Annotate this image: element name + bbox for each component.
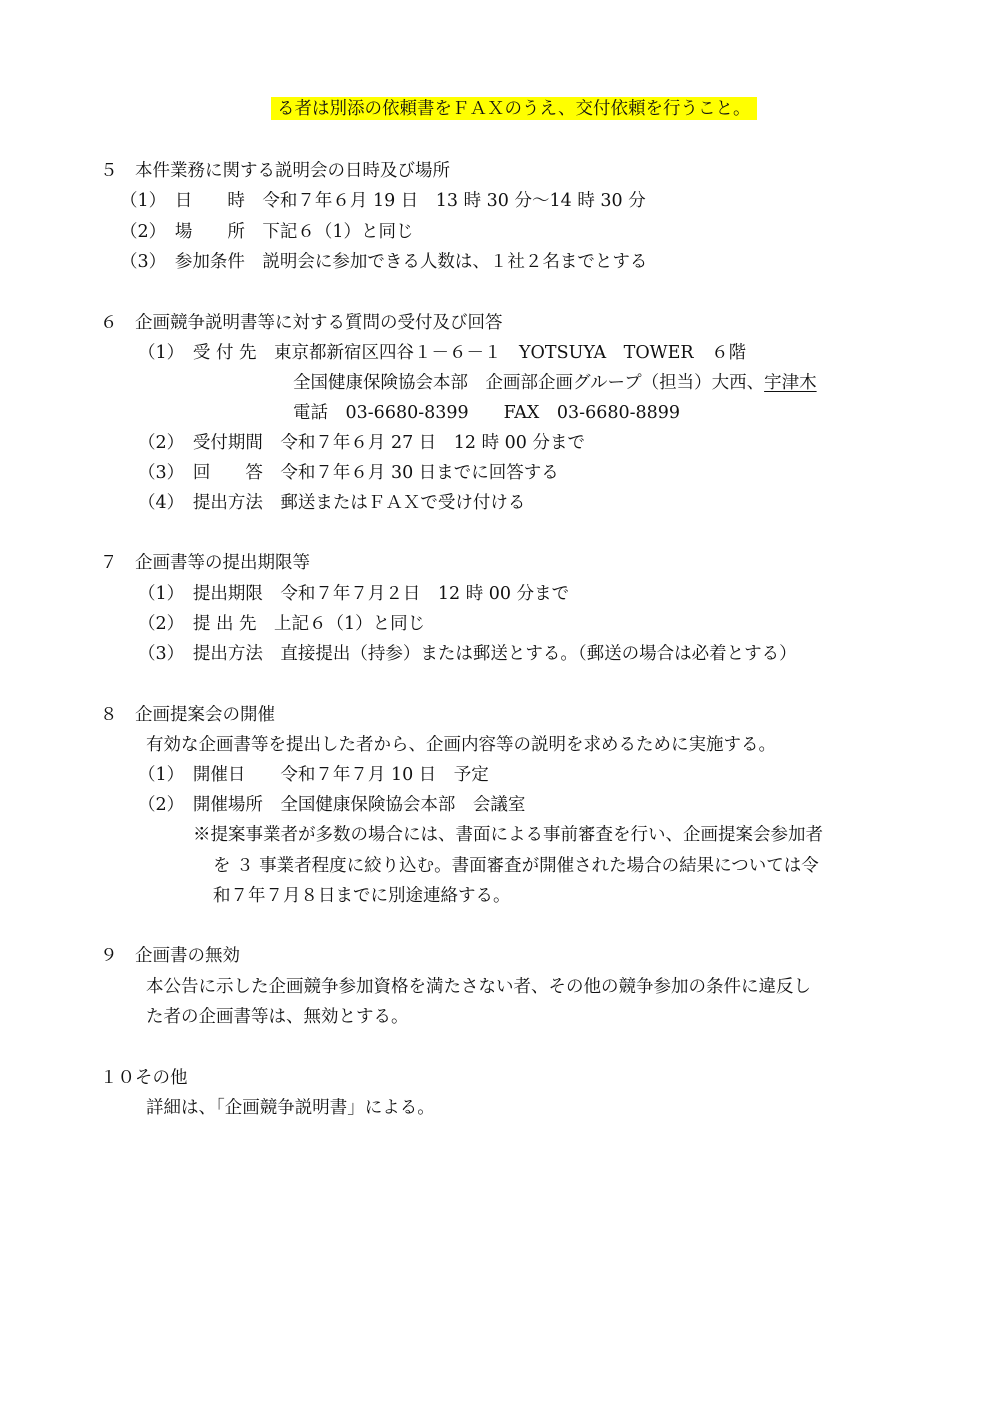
section-8-item-1: （1） 開催日 令和７年７月 10 日 予定 (138, 765, 489, 785)
section-9-line-2: た者の企画書等は、無効とする。 (146, 1007, 409, 1027)
section-6-contact-text: 全国健康保険協会本部 企画部企画グループ（担当）大西、 (293, 373, 765, 393)
section-5-item-2: （2） 場 所 下記６（1）と同じ (120, 222, 414, 242)
section-6-item-3: （3） 回 答 令和７年６月 30 日までに回答する (138, 463, 559, 483)
section-6-contact-underlined: 宇津木 (764, 373, 817, 393)
section-10-line-1: 詳細は、「企画競争説明書」による。 (146, 1098, 435, 1118)
section-8-heading: ８ 企画提案会の開催 (100, 705, 275, 725)
section-9-heading: ９ 企画書の無効 (100, 946, 240, 966)
section-8-note-line-1: ※提案事業者が多数の場合には、書面による事前審査を行い、企画提案会参加者 (193, 825, 823, 845)
section-6-item-4: （4） 提出方法 郵送またはＦＡＸで受け付ける (138, 493, 526, 513)
section-6-item-1: （1） 受 付 先 東京都新宿区四谷１－６－１ YOTSUYA TOWER ６階 (138, 343, 747, 363)
section-8-note-line-2: を ３ 事業者程度に絞り込む。書面審査が開催された場合の結果については令 (213, 856, 819, 876)
section-7-item-2: （2） 提 出 先 上記６（1）と同じ (138, 614, 426, 634)
section-8-item-2: （2） 開催場所 全国健康保険協会本部 会議室 (138, 795, 526, 815)
section-7-item-1: （1） 提出期限 令和７年７月２日 12 時 00 分まで (138, 584, 570, 604)
top-note (271, 97, 757, 121)
section-6-item-2: （2） 受付期間 令和７年６月 27 日 12 時 00 分まで (138, 433, 586, 453)
section-5-item-1: （1） 日 時 令和７年６月 19 日 13 時 30 分～14 時 30 分 (120, 191, 646, 211)
section-7-heading: ７ 企画書等の提出期限等 (100, 553, 310, 573)
section-5-item-3: （3） 参加条件 説明会に参加できる人数は、１社２名までとする (120, 252, 648, 272)
section-7-item-3: （3） 提出方法 直接提出（持参）または郵送とする。（郵送の場合は必着とする） (138, 644, 797, 664)
section-6-heading: ６ 企画競争説明書等に対する質問の受付及び回答 (100, 313, 503, 333)
section-9-line-1: 本公告に示した企画競争参加資格を満たさない者、その他の競争参加の条件に違反し (146, 977, 811, 997)
section-8-note-line-3: 和７年７月８日までに別途連絡する。 (213, 886, 511, 906)
section-6-item-1-line-3: 電話 03-6680-8399 FAX 03-6680-8899 (293, 403, 681, 423)
section-6-item-1-line-2 (293, 371, 817, 395)
section-8-intro: 有効な企画書等を提出した者から、企画内容等の説明を求めるために実施する。 (146, 735, 776, 755)
section-5-heading: ５ 本件業務に関する説明会の日時及び場所 (100, 161, 450, 181)
highlighted-note-text: る者は別添の依頼書をＦＡＸのうえ、交付依頼を行うこと。 (271, 97, 757, 120)
section-10-heading: １０その他 (100, 1068, 188, 1088)
